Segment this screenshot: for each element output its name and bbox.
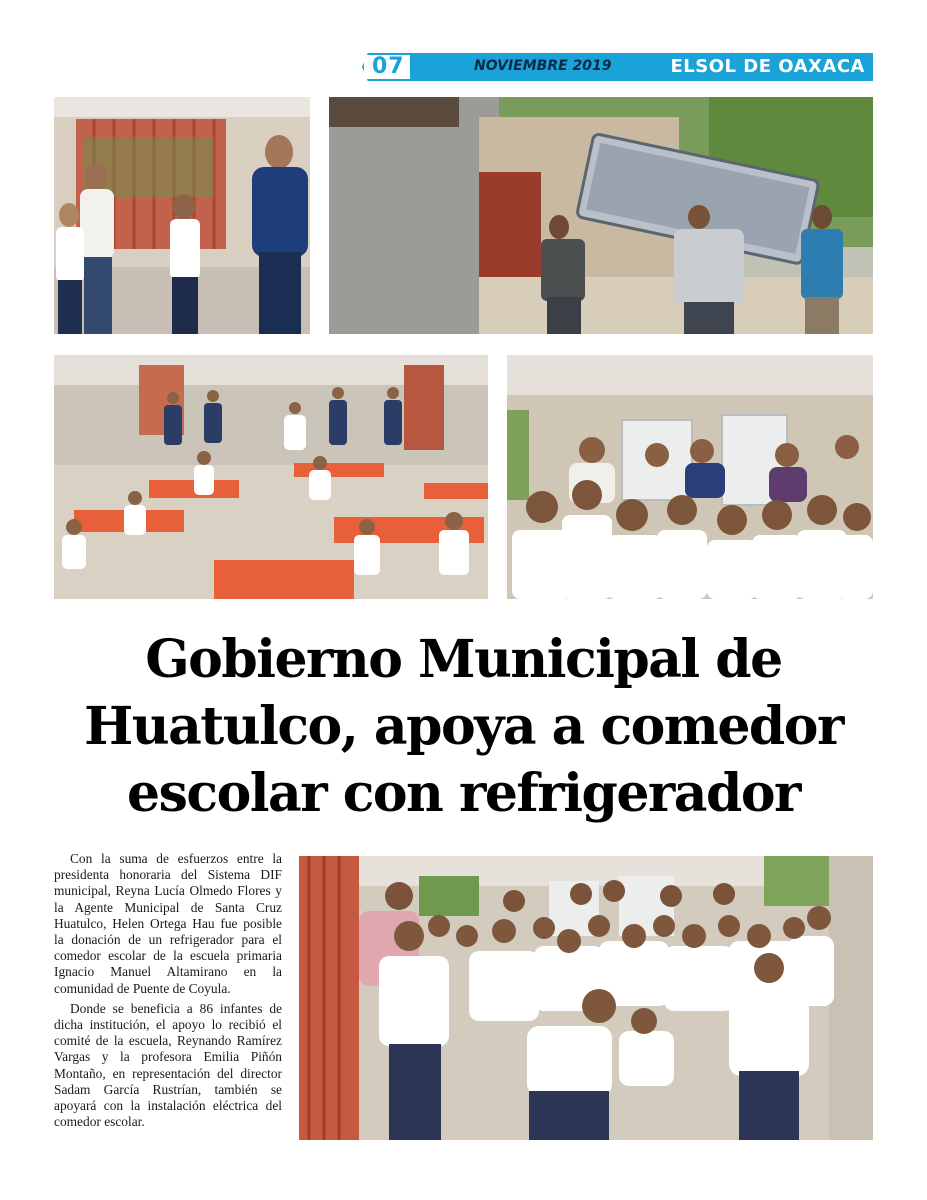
photo-group-with-refrigerators [507,355,873,599]
photo-woman-with-schoolgirls [54,97,310,334]
article-headline [60,626,867,827]
photo-group-children-and-adults [299,856,873,1140]
headline-line-3: escolar con refrigerador [127,763,800,824]
headline-line-2: Huatulco, apoya a comedor [84,696,843,757]
headline-line-1: Gobierno Municipal de [145,629,782,690]
article-body [54,851,282,1134]
article-paragraph: Con la suma de esfuerzos entre la presidenta honoraria del Sistema DIF municipal, Reyna Lucía Olmedo Flores y la Agente Municipal de Santa Cruz Huatulco, Helen Ortega Hau fue posible la donación de un refrigerador para el comedor escolar de la escuela primaria Ignacio Manuel Altamirano en la comunidad de Puente de Coyula. [54,851,282,996]
photo-children-in-dining-room [54,355,488,599]
newspaper-name: ELSOL DE OAXACA [670,56,865,77]
article-paragraph: Donde se beneficia a 86 infantes de dicha institución, el apoyo lo recibió el comité de la escuela, Reynando Ramírez Vargas y la profesora Emilia Piñón Montaño, en representación del director Sadam García Rustrían, también se apoyará con la instalación eléctrica del comedor escolar. [54,1000,282,1130]
page-number: 07 [372,54,405,79]
issue-date: NOVIEMBRE 2019 [474,58,612,74]
page-header [362,53,873,81]
photo-men-carrying-refrigerator [329,97,873,334]
